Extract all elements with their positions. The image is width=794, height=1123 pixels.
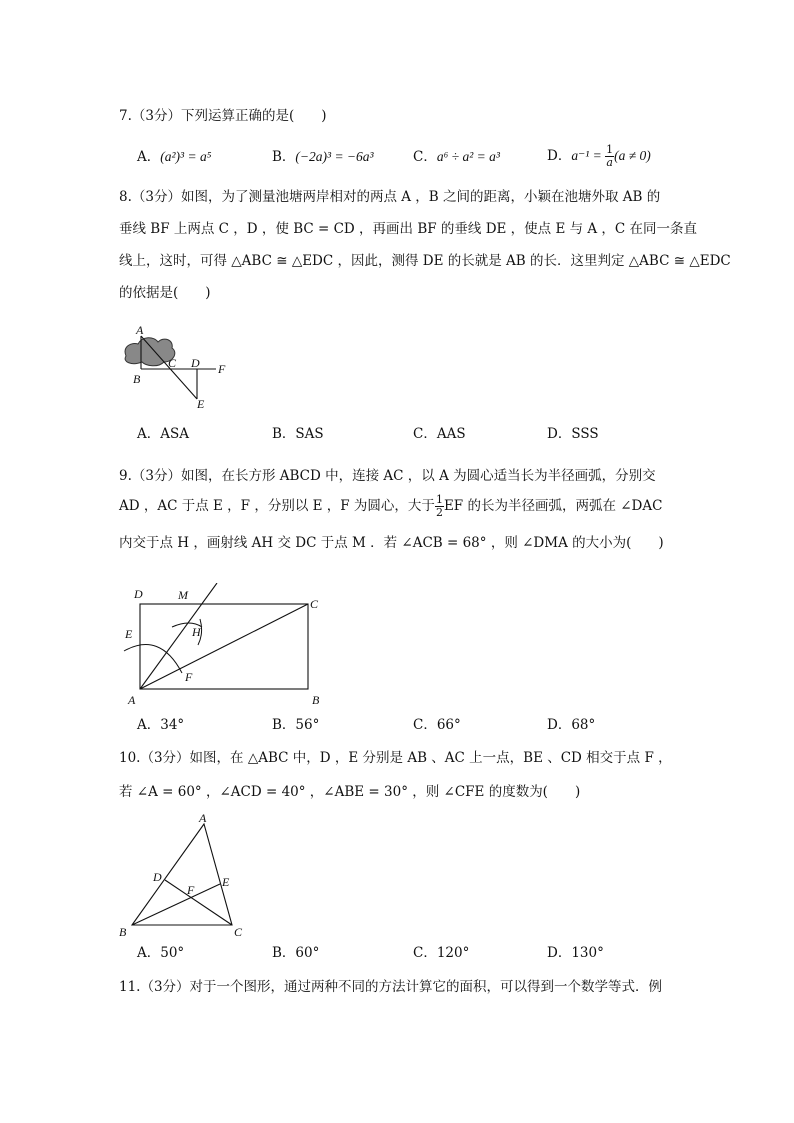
q9-stem-line-3: 内交于点 H ，画射线 AH 交 DC 于点 M ．若 ∠ACB = 68° ，则 ∠DMA 的大小为( )	[119, 535, 664, 551]
q10-option-a: A．50°	[137, 945, 185, 961]
point-f-label: F	[185, 670, 193, 684]
point-c-label: C	[310, 597, 319, 611]
point-h-label: H	[192, 625, 201, 639]
q8-figure	[118, 322, 238, 412]
point-b-label: B	[119, 925, 127, 939]
q10-figure	[115, 812, 255, 942]
point-b-label: B	[312, 693, 320, 707]
q7-option-d: D．a⁻¹ = $\frac{1}{a}$ (a ≠ 0)	[547, 143, 651, 169]
point-a-label: A	[136, 323, 144, 337]
q8-stem-line-1: 8.（3分）如图，为了测量池塘两岸相对的两点 A ，B 之间的距离，小颖在池塘外取 AB 的	[119, 189, 661, 205]
q10-stem-line-2: 若 ∠A = 60° ，∠ACD = 40° ，∠ABE = 30° ，则 ∠CFE 的度数为( )	[119, 784, 581, 800]
point-e-label: E	[197, 397, 205, 411]
q8-stem-line-4: 的依据是( )	[119, 285, 211, 301]
q10-option-d: D．130°	[547, 945, 604, 961]
point-d-label: D	[153, 870, 162, 884]
q11-stem-line-1: 11.（3分）对于一个图形，通过两种不同的方法计算它的面积，可以得到一个数学等式．例	[119, 979, 663, 995]
point-a-label: A	[128, 693, 136, 707]
q10-option-c: C．120°	[413, 945, 470, 961]
point-e-label: E	[125, 627, 133, 641]
q9-stem-line-1: 9.（3分）如图，在长方形 ABCD 中，连接 AC ，以 A 为圆心适当长为半径画弧，分别交	[119, 468, 656, 484]
q10-stem-line-1: 10.（3分）如图，在 △ABC 中，D ，E 分别是 AB 、AC 上一点，BE 、CD 相交于点 F ，	[119, 750, 672, 766]
q7-option-a: A．(a²)³ = a⁵	[137, 149, 212, 165]
arc-centered-a	[124, 645, 182, 673]
q9-option-a: A．34°	[137, 717, 185, 733]
point-d-label: D	[191, 356, 200, 370]
q8-option-d: D．SSS	[547, 426, 599, 442]
q8-option-a: A．ASA	[137, 426, 189, 442]
point-m-label: M	[178, 588, 188, 602]
point-a-label: A	[199, 812, 207, 825]
point-e-label: E	[222, 875, 230, 889]
q9-option-b: B．56°	[272, 717, 320, 733]
triangle-abc	[132, 824, 232, 925]
fraction: $\frac{1}{2}$	[435, 493, 443, 519]
point-d-label: D	[134, 587, 143, 601]
q10-option-b: B．60°	[272, 945, 320, 961]
q8-stem-line-3: 线上，这时，可得 △ABC ≅ △EDC ，因此，测得 DE 的长就是 AB 的长．这里判定 △ABC ≅ △EDC	[119, 253, 731, 269]
q7-option-b: B．(−2a)³ = −6a³	[272, 149, 374, 165]
diagonal-ac	[140, 604, 308, 689]
q7-option-c: C．a⁶ ÷ a² = a³	[413, 149, 500, 165]
point-f-label: F	[187, 883, 195, 897]
q9-figure	[120, 583, 335, 708]
q8-stem-line-2: 垂线 BF 上两点 C ，D ，使 BC = CD ，再画出 BF 的垂线 DE ，使点 E 与 A ，C 在同一条直	[119, 221, 698, 237]
q9-option-d: D．68°	[547, 717, 596, 733]
point-f-label: F	[218, 362, 226, 376]
q9-stem-line-2: AD ，AC 于点 E ，F ，分别以 E ，F 为圆心，大于 $\frac{1}{2}$ EF 的长为半径画弧，两弧在 ∠DAC	[119, 493, 663, 519]
point-c-label: C	[168, 356, 177, 370]
point-c-label: C	[234, 925, 243, 939]
q9-option-c: C．66°	[413, 717, 461, 733]
segment-be	[132, 884, 220, 925]
point-b-label: B	[133, 372, 141, 386]
fraction: $\frac{1}{a}$	[606, 143, 614, 169]
q8-option-c: C．AAS	[413, 426, 466, 442]
q8-option-b: B．SAS	[272, 426, 324, 442]
q7-stem: 7.（3分）下列运算正确的是( )	[119, 108, 327, 124]
